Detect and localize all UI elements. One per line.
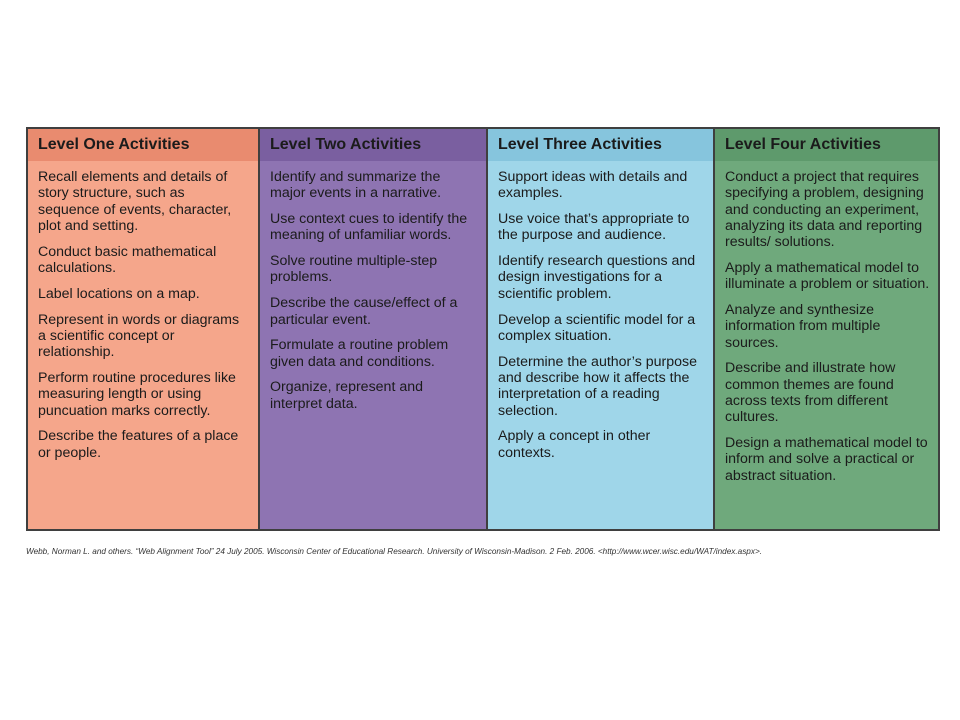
list-item: Organize, represent and interpret data. (270, 379, 424, 412)
list-item: Analyze and synthesize information from multiple sources. (725, 302, 881, 351)
list-item: Determine the author’s purpose and describe how it affects the interpretation of a reading selection. (498, 353, 698, 419)
level-two-header: Level Two Activities (260, 129, 486, 161)
list-item: Solve routine multiple-step problems. (270, 253, 438, 286)
list-item: Use voice that’s appropriate to the purpose and audience. (498, 211, 690, 244)
list-item: Describe and illustrate how common themes are found across texts from different cultures. (725, 360, 896, 426)
level-four-column (715, 129, 938, 529)
list-item: Formulate a routine problem given data and conditions. (270, 337, 449, 370)
list-item: Represent in words or diagrams a scientific concept or relationship. (38, 311, 240, 361)
list-item: Label locations on a map. (38, 285, 200, 302)
level-three-header: Level Three Activities (488, 129, 713, 161)
level-four-header: Level Four Activities (715, 129, 938, 161)
level-one-column (28, 129, 260, 529)
list-item: Develop a scientific model for a complex situation. (498, 311, 696, 344)
list-item: Apply a mathematical model to illuminate a problem or situation. (725, 259, 930, 293)
list-item: Describe the features of a place or people. (38, 428, 239, 461)
activities-table (26, 127, 940, 531)
level-three-column (488, 129, 715, 529)
list-item: Identify research questions and design investigations for a scientific problem. (498, 253, 696, 302)
source-citation: Webb, Norman L. and others. “Web Alignment Tool” 24 July 2005. Wisconsin Center of Educational Research. University of Wisconsin-Madison. 2 Feb. 2006. <http://www.wcer.wisc.edu/WAT/index.aspx>. (26, 547, 763, 556)
list-item: Support ideas with details and examples. (498, 169, 688, 202)
list-item: Describe the cause/effect of a particular event. (270, 295, 458, 328)
level-three-list (488, 161, 713, 470)
list-item: Design a mathematical model to inform and solve a practical or abstract situation. (725, 435, 928, 484)
level-four-list (715, 161, 938, 494)
list-item: Apply a concept in other contexts. (498, 428, 651, 461)
level-one-header: Level One Activities (28, 129, 258, 161)
list-item: Identify and summarize the major events in a narrative. (270, 169, 442, 202)
level-two-column (260, 129, 488, 529)
list-item: Recall elements and details of story structure, such as sequence of events, character, plot and setting. (38, 169, 232, 234)
level-one-list (28, 161, 258, 470)
list-item: Conduct basic mathematical calculations. (38, 243, 217, 276)
level-two-list (260, 161, 486, 422)
list-item: Use context cues to identify the meaning of unfamiliar words. (270, 211, 468, 244)
list-item: Conduct a project that requires specifying a problem, designing and conducting an experiment, analyzing its data and reporting results/ solutions. (725, 169, 924, 251)
list-item: Perform routine procedures like measuring length or using puncuation marks correctly. (38, 369, 236, 419)
